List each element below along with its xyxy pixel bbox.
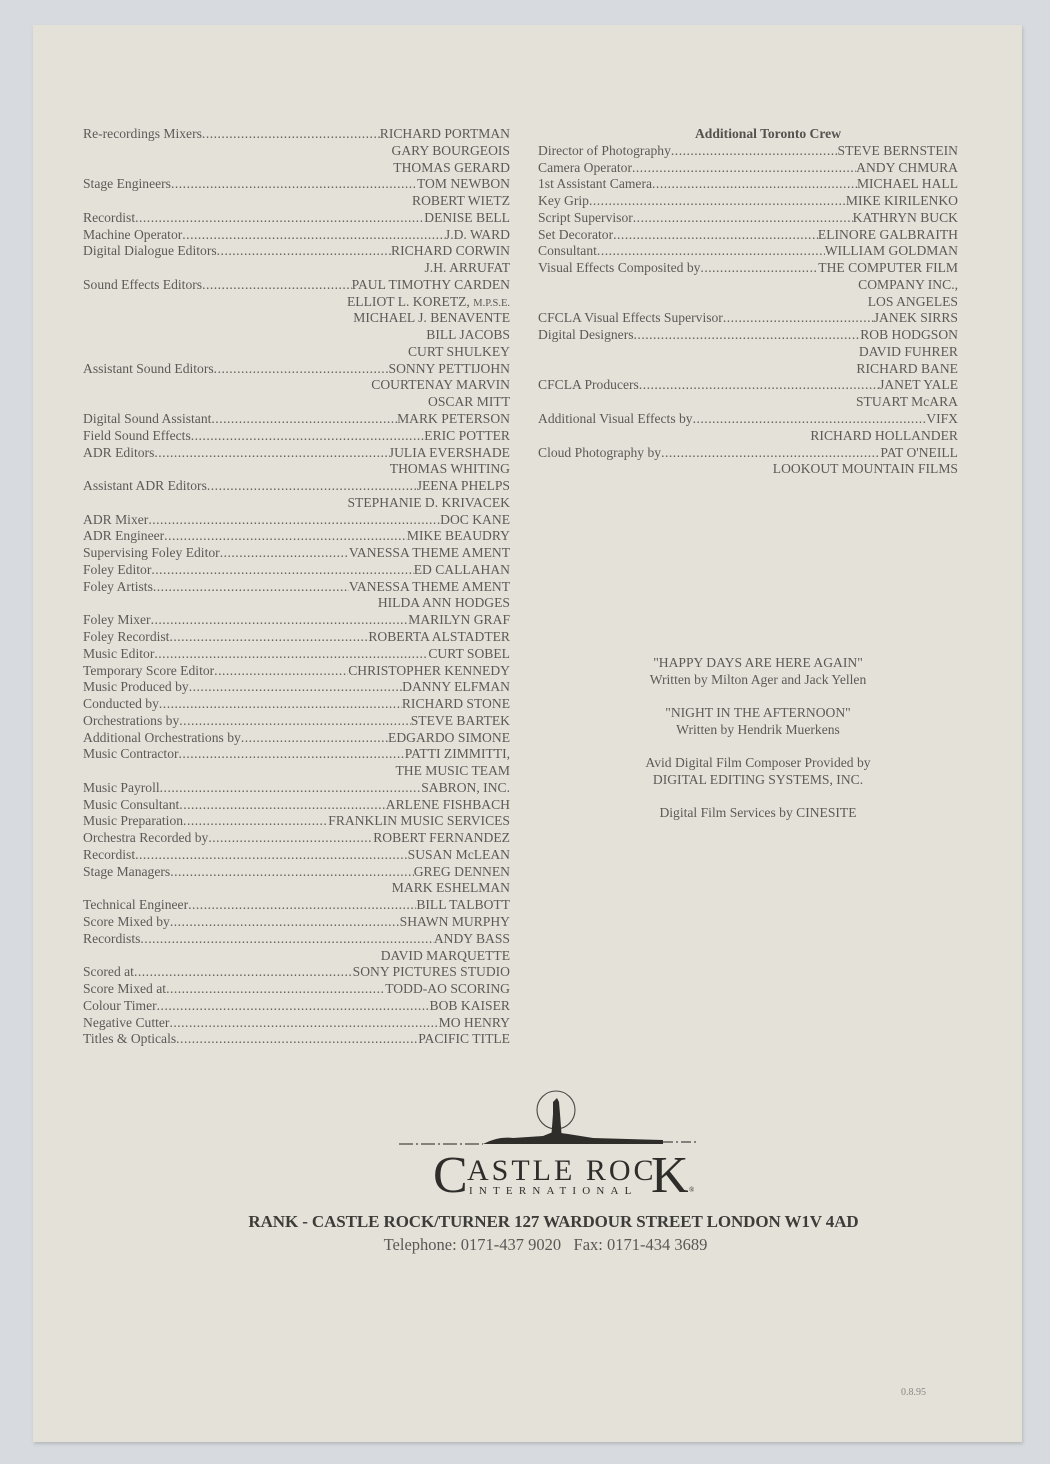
credit-row [83,176,510,193]
credit-name: PAUL TIMOTHY CARDEN [351,276,510,292]
credit-role: Key Grip [538,193,589,209]
credit-row [538,193,958,210]
credit-role: Music Produced by [83,679,189,695]
dot-leader [157,998,430,1015]
credit-name: JEENA PHELPS [416,478,510,494]
credit-row [83,445,510,462]
credit-name: ARLENE FISHBACH [385,796,510,812]
credit-name: TODD-AO SCORING [385,981,510,997]
credit-name: MIKE KIRILENKO [845,193,958,209]
dot-leader [723,310,874,327]
credit-row [83,897,510,914]
credit-row [83,210,510,227]
dot-leader [140,931,433,948]
credit-name-continued: ROBERT WIETZ [412,193,510,209]
credit-row [83,277,510,294]
credit-row [538,377,958,394]
dot-leader [160,780,422,797]
credit-role: ADR Engineer [83,528,165,544]
credit-row [538,143,958,160]
credit-row [83,746,510,763]
credit-role: Foley Recordist [83,628,170,644]
credit-name: MICHAEL HALL [856,176,958,192]
dot-leader [214,361,389,378]
credit-row [83,411,510,428]
dot-leader [597,243,825,260]
dot-leader [208,830,373,847]
credit-role: Music Editor [83,645,155,661]
dot-leader [613,227,818,244]
credit-name-continued: LOOKOUT MOUNTAIN FILMS [772,461,958,477]
credit-role: Additional Orchestrations by [83,729,241,745]
credit-row [83,1031,510,1048]
credit-name: MO HENRY [438,1014,510,1030]
credit-name: VIFX [926,411,958,427]
dot-leader [202,126,380,143]
dot-leader [639,377,879,394]
credit-name: BOB KAISER [429,997,510,1013]
dot-leader [671,143,838,160]
phone-fax-line: Telephone: 0171-437 9020 Fax: 0171-434 3689 [383,1235,708,1254]
svg-text:K: K [651,1147,689,1200]
credit-row [83,797,510,814]
credit-role: Script Supervisor [538,209,633,225]
credit-role: Consultant [538,243,597,259]
credit-name-continued: GARY BOURGEOIS [391,142,510,158]
lighthouse-icon [363,1070,703,1200]
credit-role: Technical Engineer [83,897,189,913]
credit-name: BILL TALBOTT [416,897,510,913]
credit-role: Score Mixed at [83,981,167,997]
right-credits-column [538,126,958,478]
credit-row [83,629,510,646]
credit-row [538,310,958,327]
credit-name: DENISE BELL [424,209,510,225]
credit-name: TOM NEWBON [416,176,510,192]
credit-role: Orchestrations by [83,712,180,728]
credit-role: 1st Assistant Camera [538,176,653,192]
credit-row [83,931,510,948]
credit-role: Temporary Score Editor [83,662,215,678]
credit-role: Foley Artists [83,578,153,594]
credit-name: PATTI ZIMMITTI, [404,746,510,762]
credit-name: SONNY PETTIJOHN [388,360,510,376]
dot-leader [214,663,348,680]
credit-role: Recordist [83,209,136,225]
credit-name: ELINORE GALBRAITH [817,226,958,242]
credit-row [538,243,958,260]
credit-role: Set Decorator [538,226,614,242]
dot-leader [632,160,856,177]
song-credit [588,655,928,688]
credit-role: Stage Engineers [83,176,171,192]
credit-row [83,646,510,663]
credit-role: Conducted by [83,696,159,712]
credit-name: PACIFIC TITLE [418,1031,510,1047]
credit-role: Colour Timer [83,997,157,1013]
credit-name-continued: COMPANY INC., [858,276,958,292]
address-line: RANK - CASTLE ROCK/TURNER 127 WARDOUR STREET LONDON W1V 4AD [248,1212,859,1231]
dot-leader [700,260,818,277]
credit-role: Foley Mixer [83,612,151,628]
dot-leader [179,713,410,730]
dot-leader [241,730,388,747]
credit-role: Cloud Photography by [538,444,662,460]
svg-text:ASTLE ROC: ASTLE ROC [467,1154,657,1187]
credit-row [83,243,510,260]
dot-leader [171,176,417,193]
credit-row [83,1015,510,1032]
credit-row [83,612,510,629]
credit-role: Additional Visual Effects by [538,411,693,427]
dot-leader [151,562,413,579]
credit-row [538,260,958,277]
credit-role: Sound Effects Editors [83,276,203,292]
credit-row [83,713,510,730]
dot-leader [169,629,368,646]
svg-text:C: C [433,1147,468,1200]
credit-name: ANDY CHMURA [856,159,958,175]
credit-role: Re-recordings Mixers [83,126,202,141]
credit-row [83,679,510,696]
credit-role: Foley Editor [83,561,152,577]
toronto-crew-list [538,143,958,478]
dot-leader [217,243,391,260]
dot-leader [202,277,352,294]
credit-name: DANNY ELFMAN [402,679,510,695]
dot-leader [154,646,428,663]
credit-row [83,361,510,378]
credit-row [83,478,510,495]
song-title: "HAPPY DAYS ARE HERE AGAIN" [653,655,863,670]
dot-leader [153,579,349,596]
credit-role: CFCLA Producers [538,377,639,393]
credit-name: JANET YALE [879,377,958,393]
svg-text:INTERNATIONAL: INTERNATIONAL [469,1185,638,1197]
dot-leader [182,227,445,244]
credit-name: STEVE BERNSTEIN [837,142,958,158]
credit-name-continued: CURT SHULKEY [407,343,510,359]
credit-row [83,428,510,445]
dot-leader [661,445,880,462]
credit-role: Stage Managers [83,863,171,879]
credit-role: Music Contractor [83,746,179,762]
credit-row [538,176,958,193]
credit-row [83,914,510,931]
credit-name: VANESSA THEME AMENT [348,578,510,594]
credit-name-continued: THOMAS WHITING [389,461,510,477]
dot-leader [169,1015,438,1032]
credit-name: MARK PETERSON [397,411,510,427]
dot-leader [652,176,857,193]
credit-name: J.D. WARD [444,226,510,242]
credit-name-continued: DAVID FUHRER [858,343,958,359]
credit-name: SABRON, INC. [421,779,510,795]
credit-name-continued: HILDA ANN HODGES [377,595,510,611]
section-title-toronto-crew: Additional Toronto Crew [694,126,842,141]
dot-leader [211,411,397,428]
credit-row [538,411,958,428]
credit-name: KATHRYN BUCK [852,209,958,225]
credit-name-continued: STEPHANIE D. KRIVACEK [347,494,510,510]
credit-role: Digital Dialogue Editors [83,243,217,259]
castle-rock-logo [363,1070,703,1200]
credit-role: Music Payroll [83,779,160,795]
credit-name: WILLIAM GOLDMAN [824,243,958,259]
dot-leader [633,210,853,227]
credit-role: Director of Photography [538,142,671,158]
credit-name: VANESSA THEME AMENT [348,545,510,561]
credit-row [83,126,510,143]
credit-name: GREG DENNEN [413,863,510,879]
credit-name: ROBERT FERNANDEZ [373,830,510,846]
credit-row [538,210,958,227]
credit-name-continued: DAVID MARQUETTE [380,947,510,963]
dot-leader [188,897,416,914]
credit-row [83,545,510,562]
dot-leader [207,478,417,495]
dot-leader [159,696,402,713]
credit-name: EDGARDO SIMONE [388,729,510,745]
credit-row [83,696,510,713]
dot-leader [170,914,400,931]
credit-row [83,964,510,981]
credit-role: Visual Effects Composited by [538,260,701,276]
credit-name-continued: MARK ESHELMAN [391,880,510,896]
credit-row [83,847,510,864]
credit-role: Titles & Opticals [83,1031,177,1047]
credit-name: ERIC POTTER [424,427,510,443]
credit-row [83,981,510,998]
contact-address [33,1212,1022,1255]
credit-role: Orchestra Recorded by [83,830,209,846]
dot-leader [189,679,402,696]
credit-row [83,562,510,579]
credit-name-continued: THOMAS GERARD [393,159,510,175]
credit-name: CHRISTOPHER KENNEDY [348,662,510,678]
credit-name-continued: RICHARD BANE [856,360,958,376]
dot-leader [693,411,927,428]
credit-name: JANEK SIRRS [873,310,958,326]
dot-leader [634,327,861,344]
credit-name: CURT SOBEL [428,645,510,661]
dot-leader [170,864,414,881]
credit-role: Machine Operator [83,226,183,242]
credit-name-continued: OSCAR MITT [428,394,510,410]
credit-name: RICHARD PORTMAN [379,126,510,141]
credit-role: Digital Designers [538,327,634,343]
dot-leader [191,428,425,445]
credit-row [538,445,958,462]
credit-role: Supervising Foley Editor [83,545,220,561]
service-credit [588,805,928,822]
service-label: Digital Film Services by CINESITE [659,805,857,820]
dot-leader [164,528,407,545]
credit-role: Scored at [83,964,134,980]
credit-name-continued: ELLIOT L. KORETZ, M.P.S.E. [347,293,510,309]
credit-name-continued: THE MUSIC TEAM [395,763,510,779]
credit-name-continued: MICHAEL J. BENAVENTE [353,310,510,326]
service-credit [588,755,928,788]
credit-name-continued: J.H. ARRUFAT [424,260,510,276]
credit-role: Digital Sound Assistant [83,411,212,427]
credit-row [83,528,510,545]
song-credit [588,705,928,738]
credit-role: Field Sound Effects [83,427,191,443]
credit-name: MARILYN GRAF [408,612,510,628]
credit-name: RICHARD STONE [401,696,510,712]
service-label: Avid Digital Film Composer Provided by [645,755,871,770]
credit-name: DOC KANE [440,511,510,527]
credit-name: STEVE BARTEK [410,712,510,728]
print-date-code: 0.8.95 [901,1387,926,1398]
credit-name: FRANKLIN MUSIC SERVICES [328,813,510,829]
credit-role: Music Preparation [83,813,184,829]
credit-row [83,780,510,797]
credit-row [83,227,510,244]
credit-name: ROBERTA ALSTADTER [368,628,510,644]
credit-role: Assistant ADR Editors [83,478,207,494]
credit-row [538,160,958,177]
dot-leader [148,512,440,529]
credit-row [83,864,510,881]
credit-role: Score Mixed by [83,913,170,929]
dot-leader [220,545,349,562]
credit-role: ADR Mixer [83,511,149,527]
dot-leader [135,210,424,227]
dot-leader [179,797,385,814]
credit-row [538,227,958,244]
credit-name: SHAWN MURPHY [399,913,510,929]
credit-role: Recordist [83,846,136,862]
credits-page [33,25,1022,1442]
credit-row [83,579,510,596]
dot-leader [179,746,405,763]
credit-name: RICHARD CORWIN [391,243,510,259]
credit-row [83,998,510,1015]
credit-name-continued: RICHARD HOLLANDER [810,427,958,443]
left-credits-column [83,126,510,1048]
credit-name: SUSAN McLEAN [407,846,510,862]
credit-name-continued: LOS ANGELES [867,293,958,309]
service-provider: DIGITAL EDITING SYSTEMS, INC. [652,771,864,787]
dot-leader [135,847,408,864]
credit-row [538,327,958,344]
credit-name: ED CALLAHAN [413,561,510,577]
credit-role: Assistant Sound Editors [83,360,214,376]
song-writers: Written by Milton Ager and Jack Yellen [649,671,867,687]
dot-leader [151,612,409,629]
credit-role: Camera Operator [538,159,632,175]
dot-leader [166,981,385,998]
credit-row [83,730,510,747]
credit-role: Music Consultant [83,796,180,812]
song-writers: Written by Hendrik Muerkens [676,721,840,737]
dot-leader [154,445,388,462]
credit-row [83,813,510,830]
credit-name: THE COMPUTER FILM [818,260,958,276]
credit-name: ROB HODGSON [860,327,958,343]
svg-text:®: ® [689,1186,695,1194]
music-and-services-credits [588,655,928,839]
credit-row [83,663,510,680]
credit-name-continued: BILL JACOBS [426,327,510,343]
credit-role: ADR Editors [83,444,155,460]
song-title: "NIGHT IN THE AFTERNOON" [665,705,851,720]
dot-leader [183,813,328,830]
dot-leader [176,1031,418,1048]
credit-name: PAT O'NEILL [880,444,958,460]
credit-name-continued: COURTENAY MARVIN [371,377,510,393]
credit-name-continued: STUART McARA [855,394,958,410]
credit-row [83,512,510,529]
credit-name: MIKE BEAUDRY [406,528,510,544]
credit-name: JULIA EVERSHADE [388,444,510,460]
dot-leader [134,964,353,981]
credit-name: ANDY BASS [433,930,510,946]
credential-suffix: M.P.S.E. [473,297,510,309]
credit-name: SONY PICTURES STUDIO [352,964,510,980]
credit-row [83,830,510,847]
dot-leader [589,193,846,210]
credit-role: Recordists [83,930,141,946]
credit-role: CFCLA Visual Effects Supervisor [538,310,723,326]
credit-role: Negative Cutter [83,1014,170,1030]
